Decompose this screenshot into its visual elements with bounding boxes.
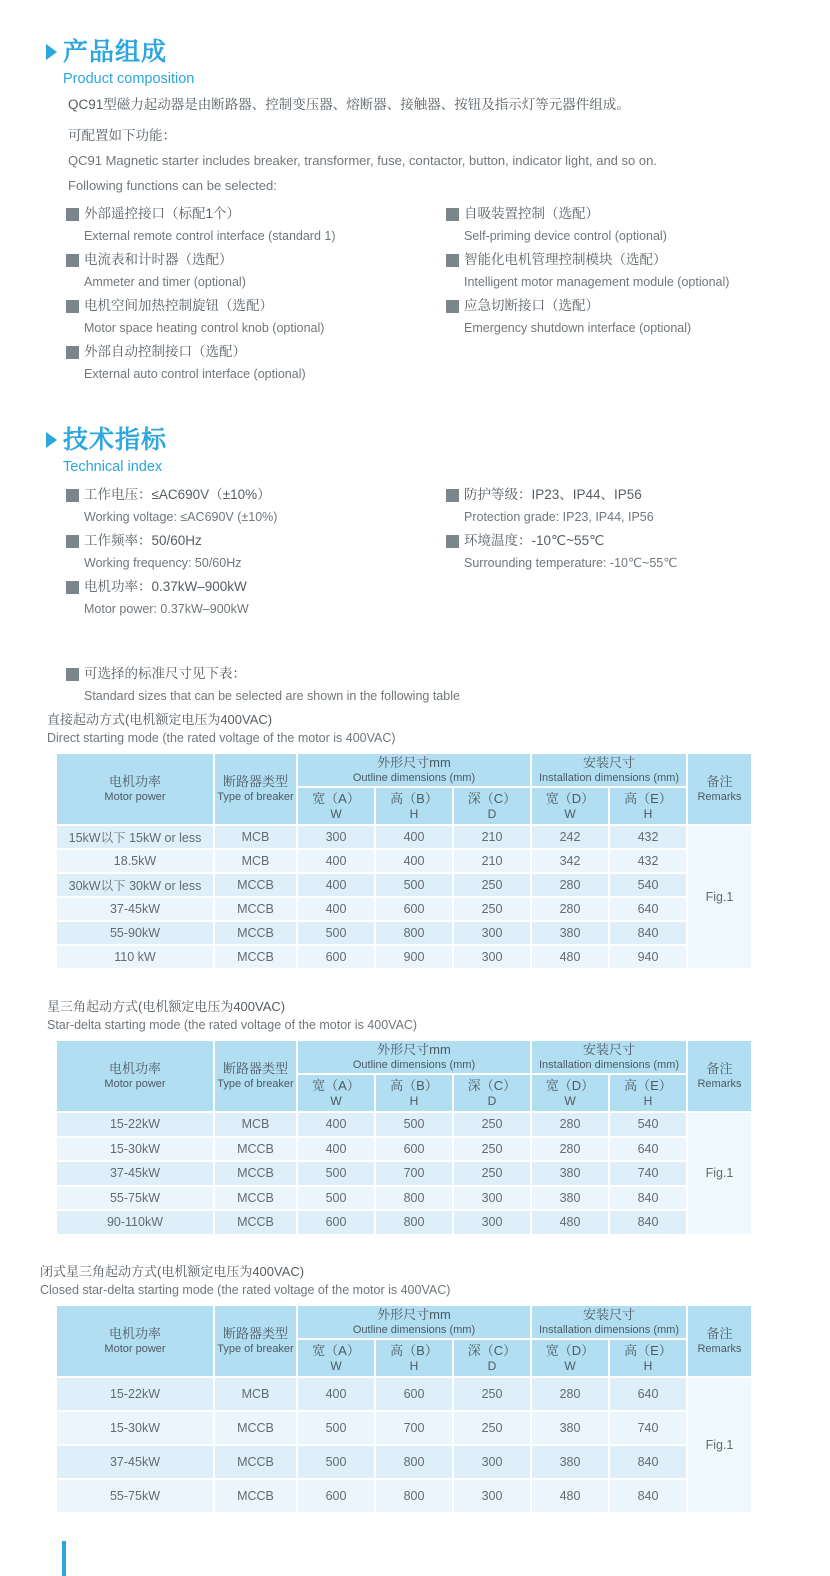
value-cell: 740 [609,1161,687,1186]
list-item [66,579,446,617]
header-remarks: 备注 Remarks [687,1040,752,1112]
motor-power-cell: 15-22kW [56,1377,214,1411]
bullet-square-icon [66,489,79,502]
motor-power-cell: 90-110kW [56,1210,214,1235]
header-breaker-type: 断路器类型 Type of breaker [214,753,297,825]
page-edge-accent [62,1541,66,1576]
feature-label-en: Emergency shutdown interface (optional) [464,321,692,335]
feature-label-en: Self-priming device control (optional) [464,229,667,243]
table-row [56,1411,752,1445]
value-cell: 280 [531,1137,609,1162]
value-cell: 380 [531,1445,609,1479]
value-cell: 300 [453,1479,531,1513]
table-caption-cn: 星三角起动方式(电机额定电压为400VAC) [47,999,286,1014]
table-row [56,1137,752,1162]
value-cell: MCCB [214,1161,297,1186]
value-cell: 600 [375,897,453,921]
value-cell: 400 [297,849,375,873]
feature-label-cn: 应急切断接口（选配） [464,298,599,313]
table-row [56,825,752,849]
feature-label-cn: 智能化电机管理控制模块（选配） [464,252,667,267]
bullet-square-icon [446,208,459,221]
table-caption-cn: 直接起动方式(电机额定电压为400VAC) [47,712,273,727]
header-height-e: 高（E） H [609,1339,687,1377]
header-remarks: 备注 Remarks [687,1305,752,1377]
section-title-en: Technical index [63,459,163,475]
value-cell: 250 [453,1411,531,1445]
value-cell: 500 [297,921,375,945]
value-cell: 280 [531,1377,609,1411]
value-cell: 400 [297,897,375,921]
value-cell: 300 [453,1445,531,1479]
section-product-composition [46,36,788,390]
value-cell: 700 [375,1161,453,1186]
value-cell: 250 [453,1161,531,1186]
value-cell: 600 [297,1210,375,1235]
table-row [56,1112,752,1137]
header-motor-power: 电机功率 Motor power [56,753,214,825]
tech-label-en: Surrounding temperature: -10℃~55℃ [464,556,678,570]
header-installation-dimensions: 安装尺寸 Installation dimensions (mm) [531,1305,687,1339]
table-row [56,1186,752,1211]
header-width-a: 宽（A） W [297,787,375,825]
value-cell: 800 [375,1445,453,1479]
bullet-square-icon [66,535,79,548]
table-row [56,1479,752,1513]
value-cell: MCCB [214,1411,297,1445]
tech-column-left [66,487,446,625]
tech-label-cn: 电机功率：0.37kW–900kW [84,579,247,594]
value-cell: 342 [531,849,609,873]
header-outline-dimensions: 外形尺寸mm Outline dimensions (mm) [297,1305,531,1339]
value-cell: 600 [375,1377,453,1411]
value-cell: MCCB [214,945,297,969]
header-outline-dimensions: 外形尺寸mm Outline dimensions (mm) [297,753,531,787]
motor-power-cell: 55-75kW [56,1186,214,1211]
feature-label-cn: 电机空间加热控制旋钮（选配） [84,298,273,313]
tech-column-right [446,487,786,625]
tech-label-en: Protection grade: IP23, IP44, IP56 [464,510,654,524]
value-cell: MCCB [214,1445,297,1479]
value-cell: 700 [375,1411,453,1445]
bullet-square-icon [66,346,79,359]
feature-column-left [66,206,446,390]
value-cell: 500 [297,1186,375,1211]
value-cell: 600 [297,1479,375,1513]
list-item [66,206,446,244]
value-cell: 242 [531,825,609,849]
section-title-cn: 产品组成 [63,38,168,66]
table-caption-en: Closed star-delta starting mode (the rated voltage of the motor is 400VAC) [40,1283,451,1297]
motor-power-cell: 55-75kW [56,1479,214,1513]
table-row [56,1161,752,1186]
tech-label-cn: 防护等级：IP23、IP44、IP56 [464,487,642,502]
value-cell: MCB [214,849,297,873]
value-cell: MCCB [214,897,297,921]
bullet-square-icon [66,300,79,313]
header-height-e: 高（E） H [609,787,687,825]
value-cell: 210 [453,825,531,849]
tech-columns [46,487,788,625]
value-cell: MCB [214,1112,297,1137]
value-cell: 400 [375,849,453,873]
value-cell: 640 [609,1137,687,1162]
tech-label-cn: 工作频率：50/60Hz [84,533,202,548]
value-cell: 600 [375,1137,453,1162]
value-cell: 500 [375,1112,453,1137]
value-cell: MCB [214,1377,297,1411]
header-width-d: 宽（D） W [531,1074,609,1112]
header-width-d: 宽（D） W [531,1339,609,1377]
section-title-row [46,424,788,456]
value-cell: 432 [609,849,687,873]
value-cell: MCCB [214,1479,297,1513]
value-cell: 800 [375,1479,453,1513]
list-item [446,298,786,336]
table-row [56,1377,752,1411]
table-row [56,921,752,945]
value-cell: 250 [453,897,531,921]
value-cell: 840 [609,1479,687,1513]
value-cell: 300 [453,1210,531,1235]
list-item [66,487,446,525]
value-cell: MCCB [214,1137,297,1162]
motor-power-cell: 15-30kW [56,1411,214,1445]
feature-column-right [446,206,786,390]
section-title-row [46,36,788,68]
list-item [66,252,446,290]
bullet-square-icon [66,208,79,221]
table-row [56,1445,752,1479]
closed-star-delta-table [55,1304,753,1514]
motor-power-cell: 37-45kW [56,1445,214,1479]
header-motor-power: 电机功率 Motor power [56,1040,214,1112]
motor-power-cell: 55-90kW [56,921,214,945]
value-cell: 540 [609,873,687,897]
feature-label-cn: 自吸装置控制（选配） [464,206,599,221]
value-cell: 210 [453,849,531,873]
value-cell: 300 [453,921,531,945]
list-item [66,298,446,336]
bullet-square-icon [446,489,459,502]
value-cell: 250 [453,1377,531,1411]
header-motor-power: 电机功率 Motor power [56,1305,214,1377]
tech-label-cn: 工作电压：≤AC690V（±10%） [84,487,271,502]
header-depth-c: 深（C） D [453,787,531,825]
header-remarks: 备注 Remarks [687,753,752,825]
feature-label-cn: 电流表和计时器（选配） [84,252,233,267]
intro-paragraph-cn2: 可配置如下功能： [68,128,176,143]
header-depth-c: 深（C） D [453,1074,531,1112]
value-cell: 380 [531,1411,609,1445]
value-cell: 480 [531,945,609,969]
feature-label-en: Motor space heating control knob (optional) [84,321,325,335]
list-item [446,487,786,525]
remark-cell: Fig.1 [687,1377,752,1513]
header-width-a: 宽（A） W [297,1339,375,1377]
bullet-square-icon [66,254,79,267]
direct-starting-block [47,710,753,970]
motor-power-cell: 15-22kW [56,1112,214,1137]
feature-label-cn: 外部自动控制接口（选配） [84,344,246,359]
table-row [56,1210,752,1235]
bullet-square-icon [446,535,459,548]
star-delta-table [55,1039,753,1236]
value-cell: 400 [375,825,453,849]
section-technical-index [46,424,788,625]
value-cell: 640 [609,897,687,921]
value-cell: MCCB [214,1186,297,1211]
feature-label-cn: 外部遥控接口（标配1个） [84,206,241,221]
section-title-cn: 技术指标 [63,426,168,454]
intro-paragraph-cn: QC91型磁力起动器是由断路器、控制变压器、熔断器、接触器、按钮及指示灯等元器件组成。 [68,97,630,112]
header-height-b: 高（B） H [375,1074,453,1112]
value-cell: 740 [609,1411,687,1445]
value-cell: 500 [297,1411,375,1445]
tech-label-en: Working voltage: ≤AC690V (±10%) [84,510,278,524]
header-height-b: 高（B） H [375,1339,453,1377]
value-cell: 432 [609,825,687,849]
bullet-square-icon [446,254,459,267]
direct-starting-table [55,752,753,970]
standard-sizes-note [66,666,460,704]
header-depth-c: 深（C） D [453,1339,531,1377]
table-body [56,1112,752,1235]
feature-label-en: Intelligent motor management module (optional) [464,275,730,289]
intro-paragraph-en: QC91 Magnetic starter includes breaker, transformer, fuse, contactor, button, indicator light, and so on. [68,153,657,168]
bullet-square-icon [446,300,459,313]
value-cell: 500 [297,1161,375,1186]
table-caption-cn: 闭式星三角起动方式(电机额定电压为400VAC) [40,1264,305,1279]
tech-label-cn: 环境温度：-10℃~55℃ [464,533,605,548]
list-item [446,533,786,571]
value-cell: 800 [375,1186,453,1211]
value-cell: 300 [453,1186,531,1211]
motor-power-cell: 110 kW [56,945,214,969]
table-body [56,825,752,969]
triangle-right-icon [46,44,57,60]
value-cell: 300 [453,945,531,969]
table-caption-en: Direct starting mode (the rated voltage of the motor is 400VAC) [47,731,396,745]
value-cell: 250 [453,1137,531,1162]
value-cell: 540 [609,1112,687,1137]
value-cell: MCCB [214,921,297,945]
value-cell: 400 [297,1377,375,1411]
table-row [56,873,752,897]
value-cell: 250 [453,873,531,897]
value-cell: 840 [609,1445,687,1479]
value-cell: 600 [297,945,375,969]
motor-power-cell: 15kW以下 15kW or less [56,825,214,849]
value-cell: 940 [609,945,687,969]
list-item [446,252,786,290]
value-cell: 400 [297,873,375,897]
value-cell: 500 [375,873,453,897]
table-caption-en: Star-delta starting mode (the rated voltage of the motor is 400VAC) [47,1018,418,1032]
value-cell: MCCB [214,1210,297,1235]
value-cell: 300 [297,825,375,849]
header-width-d: 宽（D） W [531,787,609,825]
feature-label-en: External auto control interface (optional) [84,367,306,381]
value-cell: 400 [297,1112,375,1137]
header-height-e: 高（E） H [609,1074,687,1112]
closed-star-delta-block [40,1262,753,1514]
table-body [56,1377,752,1513]
list-item [66,344,446,382]
value-cell: 800 [375,1210,453,1235]
value-cell: 380 [531,1161,609,1186]
tech-label-en: Working frequency: 50/60Hz [84,556,242,570]
value-cell: MCCB [214,873,297,897]
bullet-square-icon [66,668,79,681]
feature-label-en: Ammeter and timer (optional) [84,275,246,289]
note-en: Standard sizes that can be selected are shown in the following table [84,689,460,703]
value-cell: 380 [531,921,609,945]
bullet-square-icon [66,581,79,594]
value-cell: 250 [453,1112,531,1137]
motor-power-cell: 37-45kW [56,1161,214,1186]
header-breaker-type: 断路器类型 Type of breaker [214,1305,297,1377]
value-cell: MCB [214,825,297,849]
list-item [66,533,446,571]
value-cell: 640 [609,1377,687,1411]
remark-cell: Fig.1 [687,1112,752,1235]
list-item [446,206,786,244]
note-cn: 可选择的标准尺寸见下表： [84,666,246,681]
header-installation-dimensions: 安装尺寸 Installation dimensions (mm) [531,753,687,787]
value-cell: 480 [531,1210,609,1235]
table-row [56,945,752,969]
motor-power-cell: 30kW以下 30kW or less [56,873,214,897]
motor-power-cell: 15-30kW [56,1137,214,1162]
tech-label-en: Motor power: 0.37kW–900kW [84,602,249,616]
header-breaker-type: 断路器类型 Type of breaker [214,1040,297,1112]
motor-power-cell: 18.5kW [56,849,214,873]
value-cell: 840 [609,1210,687,1235]
value-cell: 840 [609,1186,687,1211]
value-cell: 400 [297,1137,375,1162]
table-row [56,849,752,873]
section-title-en: Product composition [63,71,195,87]
value-cell: 900 [375,945,453,969]
value-cell: 500 [297,1445,375,1479]
feature-columns [46,206,788,390]
header-installation-dimensions: 安装尺寸 Installation dimensions (mm) [531,1040,687,1074]
value-cell: 840 [609,921,687,945]
remark-cell: Fig.1 [687,825,752,969]
header-width-a: 宽（A） W [297,1074,375,1112]
header-height-b: 高（B） H [375,787,453,825]
star-delta-block [47,997,753,1236]
header-outline-dimensions: 外形尺寸mm Outline dimensions (mm) [297,1040,531,1074]
motor-power-cell: 37-45kW [56,897,214,921]
table-row [56,897,752,921]
value-cell: 380 [531,1186,609,1211]
value-cell: 480 [531,1479,609,1513]
intro-paragraph-en2: Following functions can be selected: [68,178,277,193]
value-cell: 280 [531,897,609,921]
value-cell: 280 [531,1112,609,1137]
triangle-right-icon [46,432,57,448]
value-cell: 800 [375,921,453,945]
feature-label-en: External remote control interface (standard 1) [84,229,336,243]
value-cell: 280 [531,873,609,897]
